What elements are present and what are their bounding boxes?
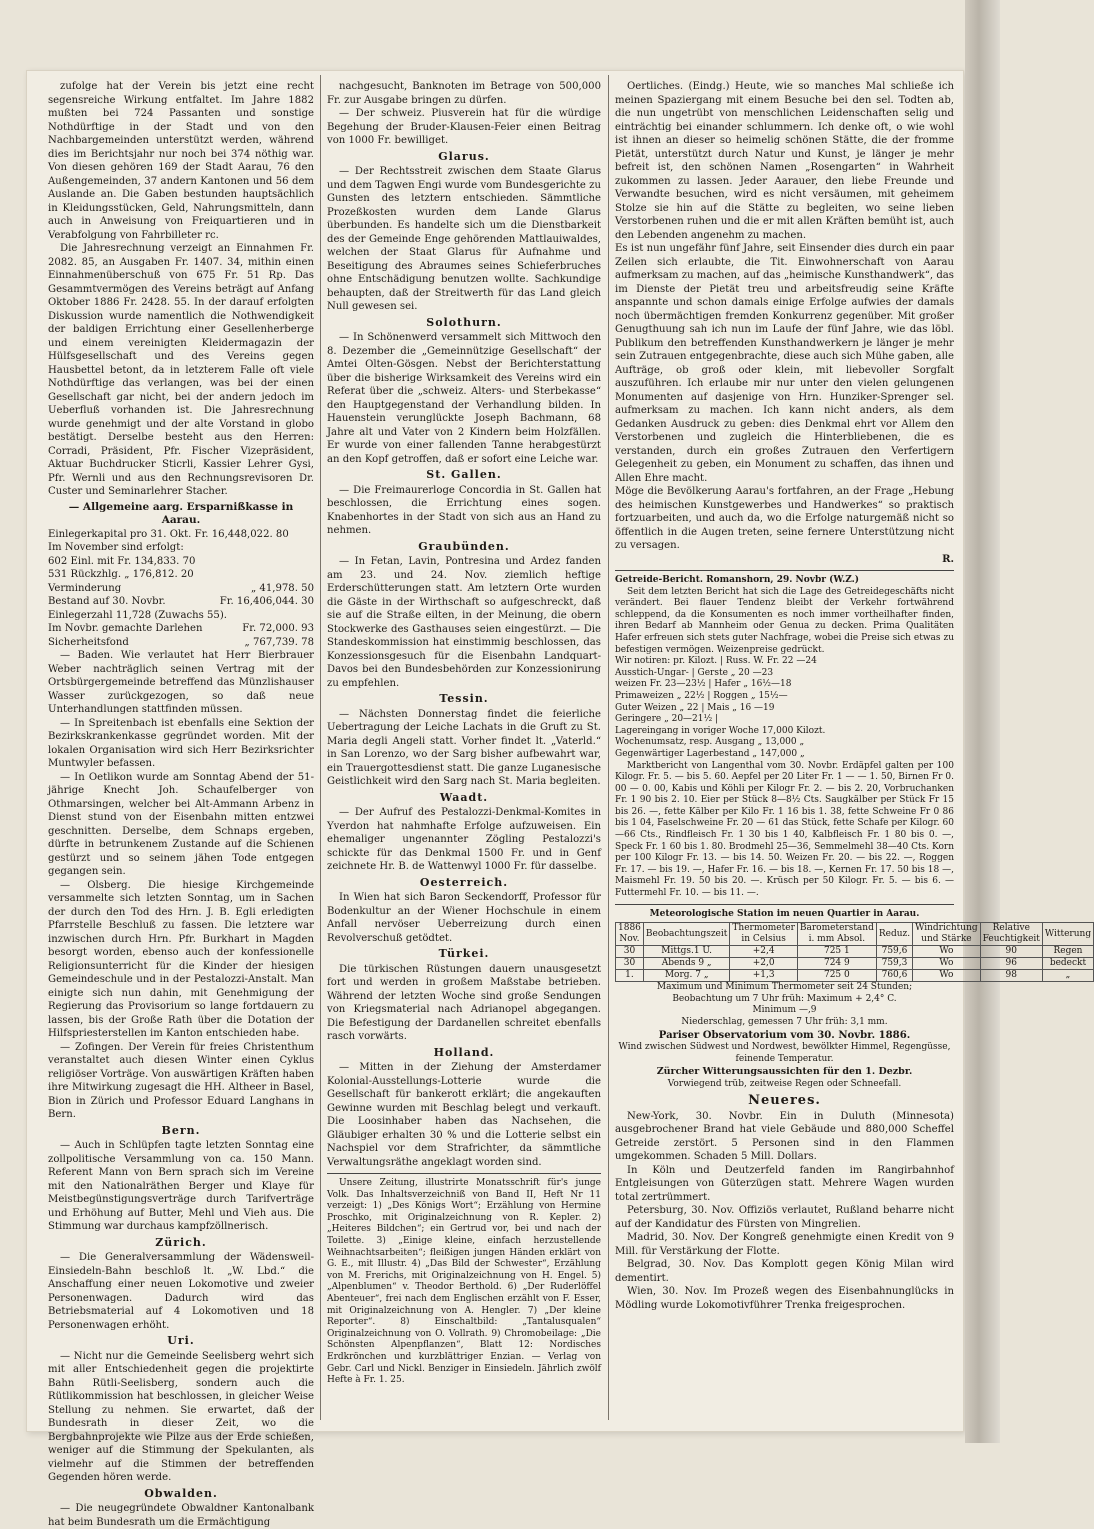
price-row: Ausstich-Ungar- | Gerste „ 20 —23 xyxy=(615,667,774,678)
grain-report-text: Seit dem letzten Bericht hat sich die Lage des Getreidegeschäfts nicht verändert. Bei flauer Tendenz bleibt der Verkehr fortwährend schleppend, da die Konsumenten es noch immer vortheilhafter finden, ihren Bedarf ab Mannheim oder Genua zu decken. Prima Qualitäten Hafer erfreuen sich stets guter Nachfrage, wobei die Preise sich etwas zu befestigen vermögen. Weizenpreise gedrückt. xyxy=(615,586,954,655)
article-text: Die Jahresrechnung verzeigt an Einnahmen Fr. 2082. 85, an Ausgaben Fr. 1407. 34, mithin einen Einnahmenüberschuß von 675 Fr. 51 Rp. Das Gesammtvermögen des Vereins beträgt auf Anfang Oktober 1886 Fr. 2428. 55. In der darauf erfolgten Diskussion wurde namentlich die Nothwendigkeit der baldigen Errichtung einer Gesellenherberge und einem vereinigten Kleidermagazin der Hülfsgesellschaft und des Vereins gegen Hausbettel betont, da in letzterem Falle oft viele Nothdürftige das verlangen, was bei der einen Gesellschaft gar nicht, bei der andern jedoch im Ueberfluß vorhanden ist. Die Jahresrechnung wurde genehmigt und der alte Vorstand in globo bestätigt. Derselbe besteht aus den Herren: Corradi, Präsident, Pfr. Fischer Vizepräsident, Aktuar Buchdrucker Sticrli, Kassier Lehrer Gysi, Pfr. Wernli und aus den Rechnungsrevisoren Dr. Custer und Seminarlehrer Stacher. xyxy=(48,243,314,497)
column-rule-2 xyxy=(608,75,609,1420)
article-text: — In Schönenwerd versammelt sich Mittwoch den 8. Dezember die „Gemeinnützige Gesellschaft“ der Amtei Olten-Gösgen. Nebst der Berichterstattung über die bisherige Wirksamkeit des Vereins wird ein Referat über die „schweiz. Alters- und Sterbekasse“ den Hauptgegenstand der Verhandlung bilden. In Hauenstein verunglückte Joseph Bachmann, 68 Jahre alt und Vater von 2 Kindern beim Holzfällen. Er wurde von einer fallenden Tanne herabgestürzt an den Kopf getroffen, daß er sofort eine Leiche war. xyxy=(327,332,601,465)
section-heading: Türkei. xyxy=(438,947,490,960)
stock-line: Lagereingang in voriger Woche 17,000 Kilozt. xyxy=(615,725,826,736)
divider xyxy=(615,570,954,571)
section-heading: Zürich. xyxy=(155,1235,207,1249)
stock-line: Wochenumsatz, resp. Ausgang „ 13,000 „ xyxy=(615,737,805,748)
book-binding-edge xyxy=(965,0,1000,1443)
section-heading: Uri. xyxy=(167,1334,195,1347)
signature: R. xyxy=(942,553,954,565)
zurich-forecast-text: Vorwiegend trüb, zeitweise Regen oder Schneefall. xyxy=(667,1078,902,1089)
news-item: Belgrad, 30. Nov. Das Komplott gegen König Milan wird dementirt. xyxy=(615,1259,954,1284)
grain-report-heading: Getreide-Bericht. Romanshorn, 29. Novbr (W.Z.) xyxy=(615,575,860,585)
price-row: Primaweizen „ 22½ | Roggen „ 15½— xyxy=(615,690,788,701)
article-text: Die türkischen Rüstungen dauern unausgesetzt fort und werden in großem Maßstabe betrieben. Während der letzten Woche sind große Sendungen von Kriegsmaterial nach Adrianopel abgegangen. Die Befestigung der Dardanellen schreitet ebenfalls rasch vorwärts. xyxy=(327,963,601,1042)
article-text: — Der Aufruf des Pestalozzi-Denkmal-Komites in Yverdon hat nahmhafte Erfolge aufzuweisen. Ein ehemaliger ungenannter Zögling Pestalozzi's schickte für das Denkmal 1500 Fr. und in Genf zeichnete Hr. B. de Wattenwyl 1000 Fr. für dasselbe. xyxy=(327,807,601,872)
section-heading: Neueres. xyxy=(748,1093,821,1109)
section-heading: Obwalden. xyxy=(144,1486,218,1500)
bank-line: Im November sind erfolgt: xyxy=(48,542,184,553)
column-middle xyxy=(327,80,601,1425)
price-row: Wir notiren: pr. Kilozt. | Russ. W. Fr. 22 —24 xyxy=(615,656,817,667)
bank-line: 531 Rückzhlg. „ 176,812. 20 xyxy=(48,569,194,580)
article-text: nachgesucht, Banknoten im Betrage von 500,000 Fr. zur Ausgabe bringen zu dürfen. xyxy=(327,81,601,106)
section-heading: Holland. xyxy=(433,1045,495,1059)
news-item: Wien, 30. Nov. Im Prozeß wegen des Eisenbahnunglücks in Mödling wurde Lokomotivführer Trenka freigesprochen. xyxy=(615,1286,954,1311)
table-header-row: 1886 Nov. Beobachtungszeit Thermometer in Celsius Barometerstand i. mm Absol. Reduz. Windrichtung und Stärke Relative Feuchtigkeit Witterung xyxy=(616,923,1094,946)
section-heading: Solothurn. xyxy=(426,315,502,329)
news-item: In Köln und Deutzerfeld fanden im Rangirbahnhof Entgleisungen von Güterzügen statt. Mehrere Wagen wurden total zertrümmert. xyxy=(615,1164,954,1203)
divider xyxy=(327,1173,601,1174)
table-row: 1. Morg. 7 „ +1,3 725 0 760,6 Wo 98 „ xyxy=(616,970,1094,982)
zurich-forecast-heading: Zürcher Witterungsaussichten für den 1. Dezbr. xyxy=(656,1066,913,1078)
section-heading: St. Gallen. xyxy=(426,468,502,481)
article-text: — In Oetlikon wurde am Sonntag Abend der 51-jährige Knecht Joh. Schaufelberger von Othmarsingen, welcher bei Alt-Ammann Arbenz in Dienst stund von der Eisenbahn mitten entzwei geschnitten. Derselbe, dem Schnaps ergeben, dürfte in betrunkenem Zustande auf die Schienen gestürzt und so seinem jähen Tode entgegen gegangen sein. xyxy=(48,771,314,877)
paris-observatory-text: Wind zwischen Südwest und Nordwest, bewölkter Himmel, Regengüsse, feinende Temperatur. xyxy=(618,1042,951,1064)
price-row: weizen Fr. 23—23½ | Hafer „ 16½—18 xyxy=(615,679,792,690)
news-item: Madrid, 30. Nov. Der Kongreß genehmigte einen Kredit von 9 Mill. für Verstärkung der Flotte. xyxy=(615,1232,954,1257)
section-heading: Glarus. xyxy=(438,149,490,163)
section-heading: Graubünden. xyxy=(418,539,510,553)
bank-report-title: — Allgemeine aarg. Ersparnißkasse in Aarau. xyxy=(68,500,294,526)
bank-line: 602 Einl. mit Fr. 134,833. 70 xyxy=(48,555,196,567)
weather-table xyxy=(615,922,1094,982)
bank-row: Bestand auf 30. Novbr. Fr. 16,406,044. 30 xyxy=(48,596,314,607)
divider xyxy=(615,904,954,905)
article-text: — Mitten in der Ziehung der Amsterdamer Kolonial-Ausstellungs-Lotterie wurde die Gesellschaft für bankerott erklärt; die angekauften Gewinne wurden mit Beschlag belegt und verkauft. Die Loosinhaber haben das Nachsehen, die Gläubiger erhalten 30 % und die Lotterie selbst ein Nachspiel vor dem Strafrichter, da sämmtliche Verwaltungsräthe angeklagt worden sind. xyxy=(327,1062,601,1168)
bank-row: Sicherheitsfond „ 767,739. 78 xyxy=(48,636,314,648)
article-text: — Auch in Schlüpfen tagte letzten Sonntag eine zollpolitische Versammlung von ca. 150 Mann. Referent Mann von Bern sprach sich im Vereine mit den Nationalräthen Berger und Klaye für Meistbegünstigungsverträge durch Tarifverträge und Erhöhung auf Butter, Mehl und Vieh aus. Die Stimmung war durchaus kampfzöllnerisch. xyxy=(48,1140,314,1232)
column-rule-1 xyxy=(320,75,321,1420)
bank-row: Verminderung „ 41,978. 50 xyxy=(48,582,314,594)
weather-footnote: Beobachtung um 7 Uhr früh: Maximum + 2,4° C. xyxy=(672,993,897,1004)
article-text: — Zofingen. Der Verein für freies Christenthum veranstaltet auch diesen Winter einen Cyklus religiöser Vorträge. Von auswärtigen Kräften haben ihre Mitwirkung zugesagt die HH. Altheer in Basel, Bion in Zürich und Professor Eduard Langhans in Bern. xyxy=(48,1041,314,1120)
section-heading: Tessin. xyxy=(439,692,489,705)
bank-row: Im Novbr. gemachte Darlehen Fr. 72,000. 93 xyxy=(48,623,314,634)
table-row: 30 Mittgs.1 U. +2,4 725 1 759,6 Wo 90 Regen xyxy=(616,946,1094,958)
article-text: — In Spreitenbach ist ebenfalls eine Sektion der Bezirkskrankenkasse gegründet worden. Mit der lokalen Organisation wird sich Herr Bezirksrichter Muntwyler befassen. xyxy=(48,717,314,769)
stock-line: Gegenwärtiger Lagerbestand „ 147,000 „ xyxy=(615,748,805,759)
bank-row: Einlegerzahl 11,728 (Zuwachs 55). xyxy=(48,609,228,621)
news-item: New-York, 30. Novbr. Ein in Duluth (Minnesota) ausgebrochener Brand hat viele Gebäude und 880,000 Scheffel Getreide zerstört. 5 Personen sind in den Flammen umgekommen. Schaden 5 Mill. Dollars. xyxy=(615,1110,954,1163)
weather-station-title: Meteorologische Station im neuen Quartier in Aarau. xyxy=(649,908,920,919)
article-text: — Die Generalversammlung der Wädensweil-Einsiedeln-Bahn beschloß lt. „W. Lbd.“ die Anschaffung einer neuen Lokomotive und zweier Personenwagen. Dadurch wird das Betriebsmaterial auf 4 Lokomotiven und 18 Personenwagen erhöht. xyxy=(48,1252,314,1331)
price-row: Guter Weizen „ 22 | Mais „ 16 —19 xyxy=(615,702,775,713)
weather-footnote: Niederschlag, gemessen 7 Uhr früh: 3,1 mm. xyxy=(681,1017,888,1027)
section-heading: Bern. xyxy=(161,1123,201,1137)
column-right xyxy=(615,80,1092,1425)
article-text: — Baden. Wie verlautet hat Herr Bierbrauer Weber nachträglich seinen Vertrag mit der Ortsbürgergemeinde betreffend das Münzlishauser Wasser zurückgezogen, so daß neue Unterhandlungen stattfinden müssen. xyxy=(48,650,314,715)
section-heading: Waadt. xyxy=(439,790,489,804)
article-text: — Nächsten Donnerstag findet die feierliche Uebertragung der Leiche Lachats in die Gruft zu St. Maria degli Angeli statt. Vorher findet lt. „Vaterld.“ in San Lorenzo, wo der Sarg bisher aufbewahrt war, ein Trauergottesdienst statt. Die ganze Luganesische Geistlichkeit wird den Sarg nach St. Maria begleiten. xyxy=(327,708,601,787)
bank-line: Einlegerkapital pro 31. Okt. Fr. 16,448,022. 80 xyxy=(48,528,289,540)
paris-observatory-heading: Pariser Observatorium vom 30. Novbr. 1886. xyxy=(658,1029,911,1041)
news-item: Petersburg, 30. Nov. Offiziös verlautet, Rußland beharre nicht auf der Kandidatur des Fürsten von Mingrelien. xyxy=(615,1205,954,1230)
article-text: — Die neugegründete Obwaldner Kantonalbank hat beim Bundesrath um die Ermächtigung xyxy=(48,1503,314,1528)
article-text: — Nicht nur die Gemeinde Seelisberg wehrt sich mit aller Entschiedenheit gegen die projektirte Bahn Rütli-Seelisberg, sondern auch die Rütlikommission hat beschlossen, in gleicher Weise Stellung zu nehmen. Sie erwartet, daß der Bundesrath in dieser Zeit, wo die Bergbahnprojekte wie Pilze aus der Erde schießen, weniger auf die Stimmung der Spekulanten, als vielmehr auf die Stimmen der betreffenden Gegenden hören werde. xyxy=(48,1350,314,1483)
article-text: In Wien hat sich Baron Seckendorff, Professor für Bodenkultur an der Wiener Hochschule in einem Anfall nervöser Ueberreizung durch einen Revolverschuß getödtet. xyxy=(327,892,601,944)
market-report-text: Marktbericht von Langenthal vom 30. Novbr. Erdäpfel galten per 100 Kilogr. Fr. 5. — bis 5. 60. Aepfel per 20 Liter Fr. 1 — — 1. 50, Birnen Fr 0. 00 — 0. 00, Kabis und Köhli per Kilogr Fr. 2. — bis 2. 20, Vorbruchanken Fr. 1 90 bis 2. 10. Eier per Stück 8—8½ Cts. Saugkälber per Stück Fr 15 bis 26. —, fette Kälber per Kilo Fr. 1 16 bis 1. 38, fette Schweine Fr 0 86 bis 1 04, Faselschweine Fr. 20 — 61 das Stück, fette Schafe per Kilogr. 60—66 Cts., Rindfleisch Fr. 1 30 bis 1 40, Kalbfleisch Fr. 1 80 bis 0. —, Speck Fr. 1 60 bis 1. 80. Brodmehl 25—36, Semmelmehl 38—40 Cts. Korn per 100 Kilogr Fr. 13. — bis 14. 50. Weizen Fr. 20. — bis 22. —, Roggen Fr. 17. — bis 19. —, Hafer Fr. 16. — bis 18. —, Kernen Fr. 17. 50 bis 18 —, Maismehl Fr. 19. 50 bis 20. —. Krüsch per 50 Kilogr. Fr. 5. — bis 6. — Futtermehl Fr. 10. — bis 11. —. xyxy=(615,760,954,899)
local-news-text: Oertliches. (Eindg.) Heute, wie so manches Mal schließe ich meinen Spaziergang mit einem Besuche bei den sel. Todten ab, die nun ungetrübt von menschlichen Leidenschaften selig und einträchtig bei einander schlummern. Ich denke oft, o wie wohl ist ihnen an dieser so heimelig schönen Stätte, die der fromme Pietät, unterstützt durch Natur und Kunst, je länger je mehr befreit ist, den schönen Namen „Rosengarten“ in Wahrheit zukommen zu lassen. Jeder Aarauer, den liebe Freunde und Verwandte besuchen, wird es nicht versäumen, mit geheimem Stolze sie hin auf die Stätte zu begleiten, wo seine lieben Verstorbenen ruhen und die er mit allen Kräften bemüht ist, auch den Lebenden angenehm zu machen. Es ist nun ungefähr fünf Jahre, seit Einsender dies durch ein paar Zeilen sich erlaubte, die Tit. Einwohnerschaft von Aarau aufmerksam zu machen, auf das „heimische Kunsthandwerk“, das im Dienste der Pietät treu und arbeitsfreudig seine Kräfte anspannte und schon damals einige Erfolge aufwies der damals noch übermächtigen fremden Konkurrenz gegenüber. Mit großer Genugthuung sah ich nun im Laufe der fünf Jahre, wie das löbl. Publikum den betreffenden Kunsthandwerkern je länger je mehr sein Zutrauen entgegenbrachte, diese auch sich Mühe gaben, alle Aufträge, ob groß oder klein, mit liebevoller Sorgfalt auszuführen. Ich erlaube mir nur unter den vielen gelungenen Monumenten auf dasjenige von Hrn. Hunziker-Sprenger sel. aufmerksam zu machen. Ich kann nicht anders, als dem Gedanken Ausdruck zu geben: dies Denkmal ehrt vor Allem den Verstorbenen und zugleich die Hinterbliebenen, die es verstanden, durch ein großes Zutrauen den Verfertigern Gelegenheit zu geben, ein Monument zu schaffen, das ihnen und Allen Ehre macht. Möge die Bevölkerung Aarau's fortfahren, an der Frage „Hebung des heimischen Kunstgewerbes und Handwerkes“ so praktisch fortzuarbeiten, und auch da, wo die Erfolge naturgemäß nicht so öffentlich in die Augen treten, seine fernere Unterstützung nicht zu versagen. xyxy=(615,81,954,551)
column-left xyxy=(48,80,314,1528)
section-heading: Oesterreich. xyxy=(419,875,509,889)
weather-footnote: Minimum —,9 xyxy=(752,1005,817,1016)
article-text: — Olsberg. Die hiesige Kirchgemeinde versammelte sich letzten Sonntag, um in Sachen der durch den Tod des Hrn. J. B. Egli erledigten Pfarrstelle Beschluß zu fassen. Die letztere war inzwischen durch Hrn. Pfr. Burkhart in Magden besorgt worden, ebenso auch der konfessionelle Religionsunterricht für die Kinder der hiesigen Gemeindeschule und in der Pestalozzi-Anstalt. Man einigte sich nun dahin, mit Genehmigung der Regierung das Provisorium so lange fortdauern zu lassen, bis der Große Rath über die Dotation der Hilfspriesterstellen im Kanton entschieden habe. xyxy=(48,879,314,1039)
article-text: — Die Freimaurerloge Concordia in St. Gallen hat beschlossen, die Errichtung eines sogen. Knabenhortes in der Stadt von sich aus an Hand zu nehmen. xyxy=(327,484,601,536)
weather-footnote: Maximum und Minimum Thermometer seit 24 Stunden; xyxy=(656,982,913,993)
table-row: 30 Abends 9 „ +2,0 724 9 759,3 Wo 96 bedeckt xyxy=(616,958,1094,970)
article-text: — Der Rechtsstreit zwischen dem Staate Glarus und dem Tagwen Engi wurde vom Bundesgerichte zu Gunsten des letztern entschieden. Sämmtliche Prozeßkosten wurden dem Lande Glarus überbunden. Es handelte sich um die Dienstbarkeit des der Gemeinde Enge gehörenden Mattlauiwaldes, welchen der Staat Glarus für Aufnahme und Beseitigung des Abraumes seines Schieferbruches ohne Entschädigung benutzen wollte. Sachkundige behaupten, daß der Streitwerth für das Land gleich Null gewesen sei. xyxy=(327,166,601,312)
article-text: — In Fetan, Lavin, Pontresina und Ardez fanden am 23. und 24. Nov. ziemlich heftige Erderschütterungen statt. Am letztern Orte wurden die Gäste in der Wirthschaft so aufgeschreckt, daß sie auf die Straße eilten, in der Meinung, die obern Stockwerke des Gasthauses seien eingestürzt. — Die Standeskommission hat einstimmig beschlossen, das Konzessionsgesuch für die Eisenbahn Landquart-Davos bei den Bundesbehörden zur Konzessionirung zu empfehlen. xyxy=(327,556,601,689)
article-text: zufolge hat der Verein bis jetzt eine recht segensreiche Wirkung entfaltet. Im Jahre 1882 mußten bei 724 Passanten und sonstige Nothdürftige in der Stadt und von den Nachbargemeinden unterstützt werden, während dies im Berichtsjahr nur noch bei 374 nöthig war. Von diesen gehören 169 der Stadt Aarau, 76 den Außengemeinden, 37 andern Kantonen und 56 dem Auslande an. Die Gaben bestunden hauptsächlich in Kleidungsstücken, Geld, Nahrungsmitteln, dann auch in Anweisung von Freiquartieren und in Verabfolgung von Fahrbilleter rc. xyxy=(48,81,314,241)
advertisement-text: Unsere Zeitung, illustrirte Monatsschrift für's junge Volk. Das Inhaltsverzeichniß von Band II, Heft Nr 11 verzeigt: 1) „Des Königs Wort“; Erzählung von Hermine Proschko, mit Originalzeichnung von R. Kepler. 2) „Heiteres Bildchen“; ein Gertrud vor, bei und nach der Toilette. 3) „Einige kleine, einfach herzustellende Weihnachtsarbeiten“; fleißigen jungen Händen erklärt von G. E., mit Illustr. 4) „Das Bild der Schwester“, Erzählung von M. Frerichs, mit Originalzeichnung von H. Engel. 5) „Alpenblumen“ v. Theodor Berthold. 6) „Der Ruderlöffel Abenteuer“, frei nach dem Englischen erzählt von F. Esser, mit Originalzeichnung von A. Hengler. 7) „Der kleine Reporter“. 8) Einschaltbild: „Tantalusqualen“ Originalzeichnung von O. Vollrath. 9) Chromobeilage: „Die Schönsten Alpenpflanzen“, Blatt 12: Nordisches Erdkrönchen und kurzblättriger Enzian. — Verlag von Gebr. Carl und Nickl. Benziger in Einsiedeln. Jährlich zwölf Hefte à Fr. 1. 25. xyxy=(327,1178,601,1386)
price-row: Geringere „ 20—21½ | xyxy=(615,714,719,725)
article-text: — Der schweiz. Piusverein hat für die würdige Begehung der Bruder-Klausen-Feier einen Beitrag von 1000 Fr. bewilliget. xyxy=(327,108,601,146)
